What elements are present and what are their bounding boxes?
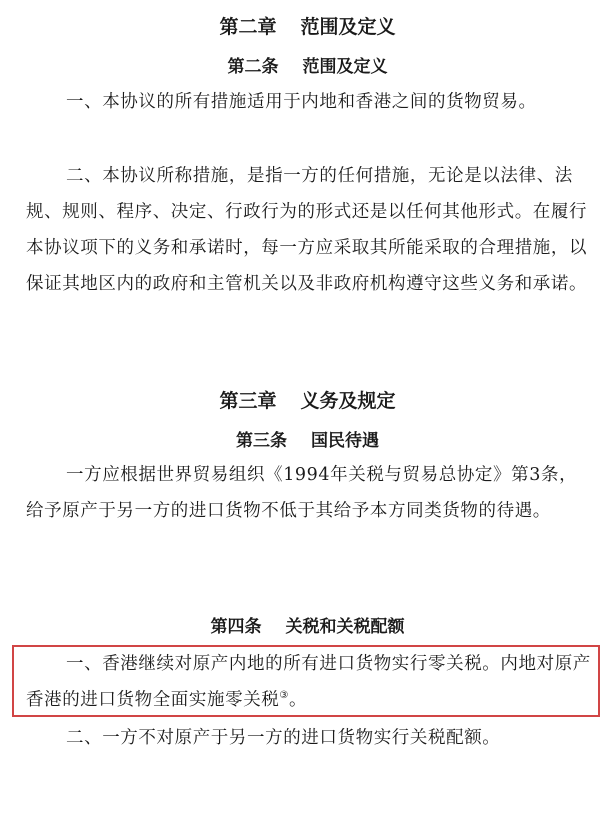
article-3-heading: [0, 426, 615, 451]
article-4-number: 第四条: [210, 617, 262, 637]
article-4-heading: [0, 612, 615, 637]
article-2-paragraph-1: 一、本协议的所有措施适用于内地和香港之间的货物贸易。: [66, 92, 537, 112]
article-3-number: 第三条: [236, 431, 287, 451]
chapter-3-name: 义务及规定: [300, 390, 396, 412]
article-4-name: 关税和关税配额: [285, 617, 405, 637]
article-2-name: 范围及定义: [302, 57, 388, 77]
article-3-name: 国民待遇: [311, 431, 379, 451]
article-4-paragraph-1: 一、香港继续对原产内地的所有进口货物实行零关税。内地对原产香港的进口货物全面实施零关税③。: [26, 654, 591, 710]
article-4-paragraph-2: 二、一方不对原产于另一方的进口货物实行关税配额。: [66, 728, 501, 748]
article-2-number: 第二条: [227, 57, 279, 77]
chapter-2-number: 第二章: [219, 16, 277, 38]
chapter-2-name: 范围及定义: [300, 16, 396, 38]
article-3-paragraph: 一方应根据世界贸易组织《1994年关税与贸易总协定》第3条，给予原产于另一方的进口货物不低于其给予本方同类货物的待遇。: [26, 465, 578, 521]
chapter-2-heading: [0, 12, 615, 39]
chapter-3-number: 第三章: [219, 390, 277, 412]
article-2-paragraph-2: 二、本协议所称措施，是指一方的任何措施，无论是以法律、法规、规则、程序、决定、行政行为的形式还是以任何其他形式。在履行本协议项下的义务和承诺时，每一方应采取其所能采取的合理措施，以保证其地区内的政府和主管机关以及非政府机构遵守这些义务和承诺。: [26, 166, 588, 294]
article-2-heading: [0, 52, 615, 77]
chapter-3-heading: [0, 386, 615, 413]
footnote-marker[interactable]: ③: [279, 690, 289, 702]
